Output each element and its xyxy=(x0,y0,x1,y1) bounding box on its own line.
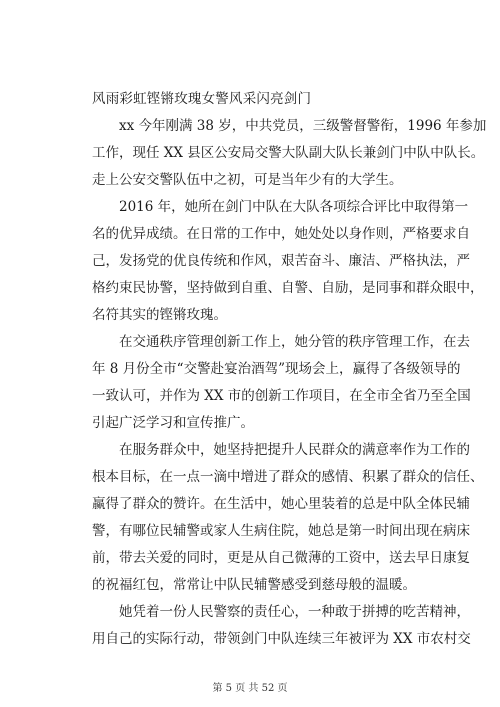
text-line: 名符其实的铿锵玫瑰。 xyxy=(92,307,227,323)
text-line: 的祝福红包，常常让中队民辅警感受到慈母般的温暖。 xyxy=(92,577,416,593)
text-line: 引起广泛学习和宣传推广。 xyxy=(92,415,254,431)
text-line: 警，有哪位民辅警或家人生病住院，她总是第一时间出现在病床 xyxy=(92,523,470,539)
text-line: 在交通秩序管理创新工作上，她分管的秩序管理工作，在去 xyxy=(119,334,470,350)
text-line: 在服务群众中，她坚持把提升人民群众的满意率作为工作的 xyxy=(119,442,470,458)
text-line: 她凭着一份人民警察的责任心，一种敢于拼搏的吃苦精神， xyxy=(119,604,470,620)
paragraph-5 xyxy=(92,599,471,653)
text-line: 格约束民协警，坚持做到自重、自警、自励，是同事和群众眼中， xyxy=(92,280,484,296)
paragraph-1 xyxy=(92,113,487,194)
text-line: 根本目标，在一点一滴中增进了群众的感情、积累了群众的信任、 xyxy=(92,469,484,485)
text-line: 名的优异成绩。在日常的工作中，她处处以身作则，严格要求自 xyxy=(92,226,470,242)
text-line: 工作，现任 XX 县区公安局交警大队副大队长兼剑门中队中队长。 xyxy=(92,145,485,161)
text-line: 己，发扬党的优良传统和作风，艰苦奋斗、廉洁、严格执法，严 xyxy=(92,253,470,269)
text-line: 一致认可，并作为 XX 市的创新工作项目，在全市全省乃至全国 xyxy=(92,388,471,404)
page-number: 第 5 页 共 52 页 xyxy=(212,683,288,694)
text-line: 年 8 月份全市“交警赴宴治酒驾”现场会上，赢得了各级领导的 xyxy=(92,361,461,377)
text-line: 前，带去关爱的同时，更是从自己微薄的工资中，送去早日康复 xyxy=(92,550,470,566)
text-line: xx 今年刚满 38 岁，中共党员，三级警督警衔，1996 年参加 xyxy=(119,118,487,134)
paragraph-4 xyxy=(92,437,484,599)
text-line: 走上公安交警队伍中之初，可是当年少有的大学生。 xyxy=(92,172,403,188)
paragraph-3 xyxy=(92,329,471,437)
text-line: 赢得了群众的赞许。在生活中，她心里装着的总是中队全体民辅 xyxy=(92,496,470,512)
text-line: 2016 年，她所在剑门中队在大队各项综合评比中取得第一 xyxy=(119,199,469,215)
paragraph-2 xyxy=(92,194,484,329)
document-body xyxy=(92,86,487,653)
text-line: 用自己的实际行动，带领剑门中队连续三年被评为 XX 市农村交 xyxy=(92,631,471,647)
document-title: 风雨彩虹铿锵玫瑰女警风采闪亮剑门 xyxy=(92,91,312,107)
